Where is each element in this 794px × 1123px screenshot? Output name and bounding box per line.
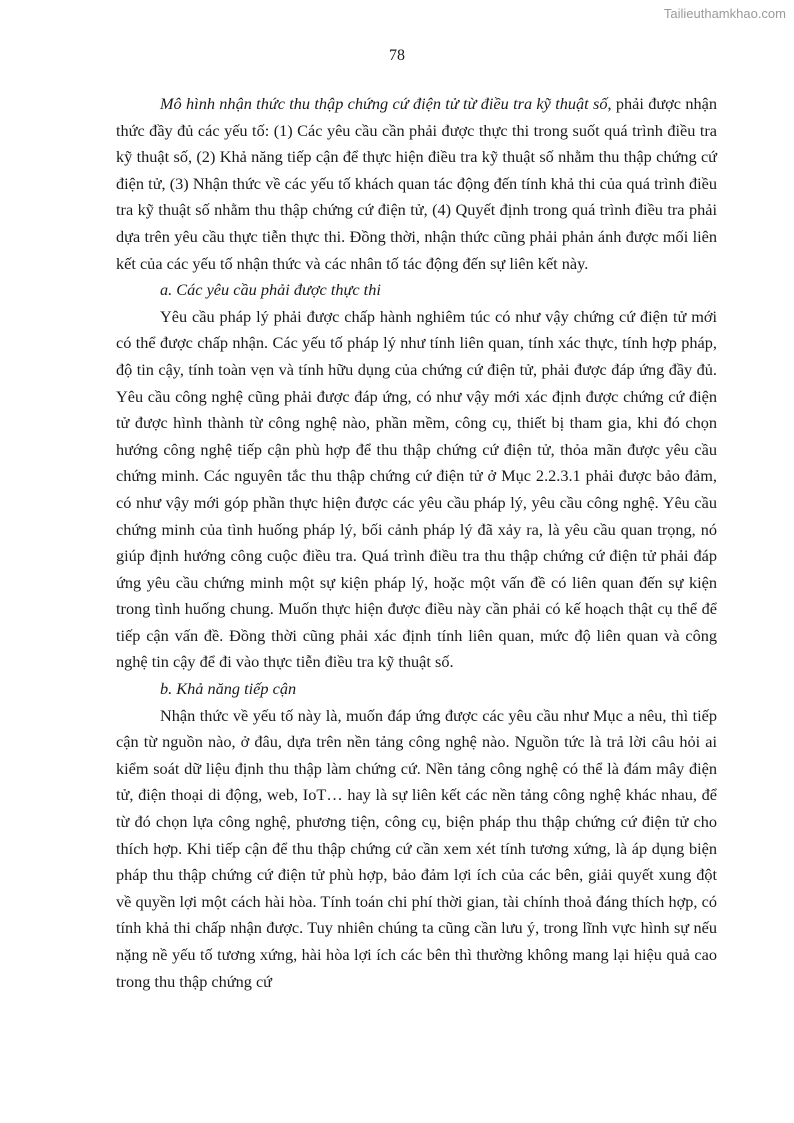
intro-paragraph [116, 91, 717, 277]
page-body [116, 91, 717, 995]
intro-text: , phải được nhận thức đầy đủ các yếu tố: (1) Các yêu cầu cần phải được thực thi trong suốt quá trình điều tra kỹ thuật số, (2) Khả năng tiếp cận để thực hiện điều tra kỹ thuật số nhằm thu thập chứng cứ điện tử, (3) Nhận thức về các yếu tố khách quan tác động đến tính khả thi của quá trình điều tra kỹ thuật số nhằm thu thập chứng cứ điện tử, (4) Quyết định trong quá trình điều tra phải dựa trên yêu cầu thực tiễn thực thi. Đồng thời, nhận thức cũng phải phản ánh được mối liên kết của các yếu tố nhận thức và các nhân tố tác động đến sự liên kết này. [116, 94, 717, 273]
section-b-heading: b. Khả năng tiếp cận [160, 679, 297, 699]
section-b-paragraph: Nhận thức về yếu tố này là, muốn đáp ứng được các yêu cầu như Mục a nêu, thì tiếp cận từ nguồn nào, ở đâu, dựa trên nền tảng công nghệ nào. Nguồn tức là trả lời câu hỏi ai kiểm soát dữ liệu định thu thập làm chứng cứ. Nền tảng công nghệ có thể là đám mây điện tử, điện thoại di động, web, IoT… hay là sự liên kết các nền tảng công nghệ khác nhau, để từ đó chọn lựa công nghệ, phương tiện, công cụ, biện pháp thu thập chứng cứ điện tử cho thích hợp. Khi tiếp cận để thu thập chứng cứ cần xem xét tính tương xứng, là áp dụng biện pháp thu thập chứng cứ điện tử phù hợp, bảo đảm lợi ích của các bên, giải quyết xung đột về quyền lợi một cách hài hòa. Tính toán chi phí thời gian, tài chính thoả đáng thích hợp, có tính khả thi chấp nhận được. Tuy nhiên chúng ta cũng cần lưu ý, trong lĩnh vực hình sự nếu nặng nề yếu tố tương xứng, hài hòa lợi ích các bên thì thường không mang lại hiệu quả cao trong thu thập chứng cứ [116, 705, 717, 991]
intro-italic-lead: Mô hình nhận thức thu thập chứng cứ điện tử từ điều tra kỹ thuật số [160, 94, 608, 113]
watermark: Tailieuthamkhao.com [663, 6, 786, 21]
section-a-paragraph: Yêu cầu pháp lý phải được chấp hành nghiêm túc có như vậy chứng cứ điện tử mới có thể được chấp nhận. Các yếu tố pháp lý như tính liên quan, tính xác thực, tính hợp pháp, độ tin cậy, tính toàn vẹn và tính hữu dụng của chứng cứ điện tử, phải được đáp ứng đầy đủ. Yêu cầu công nghệ cũng phải được đáp ứng, có như vậy mới xác định được chứng cứ điện tử được hình thành từ công nghệ nào, phần mềm, công cụ, thiết bị tham gia, khi đó chọn hướng công nghệ tiếp cận phù hợp để thu thập chứng cứ điện tử, thỏa mãn được yêu cầu chứng minh. Các nguyên tắc thu thập chứng cứ điện tử ở Mục 2.2.3.1 phải được bảo đảm, có như vậy mới góp phần thực hiện được các yêu cầu pháp lý, yêu cầu công nghệ. Yêu cầu chứng minh của tình huống pháp lý, bối cảnh pháp lý đã xảy ra, là yêu cầu quan trọng, nó giúp định hướng công cuộc điều tra. Quá trình điều tra thu thập chứng cứ điện tử phải đáp ứng yêu cầu chứng minh một sự kiện pháp lý, hoặc một vấn đề có liên quan đến sự kiện trong tình huống chung. Muốn thực hiện được điều này cần phải có kế hoạch thật cụ thể để tiếp cận vấn đề. Đồng thời cũng phải xác định tính liên quan, mức độ liên quan và công nghệ tin cậy để đi vào thực tiễn điều tra kỹ thuật số. [116, 306, 717, 672]
page-number: 78 [389, 47, 405, 64]
section-a-heading: a. Các yêu cầu phải được thực thi [160, 280, 381, 300]
